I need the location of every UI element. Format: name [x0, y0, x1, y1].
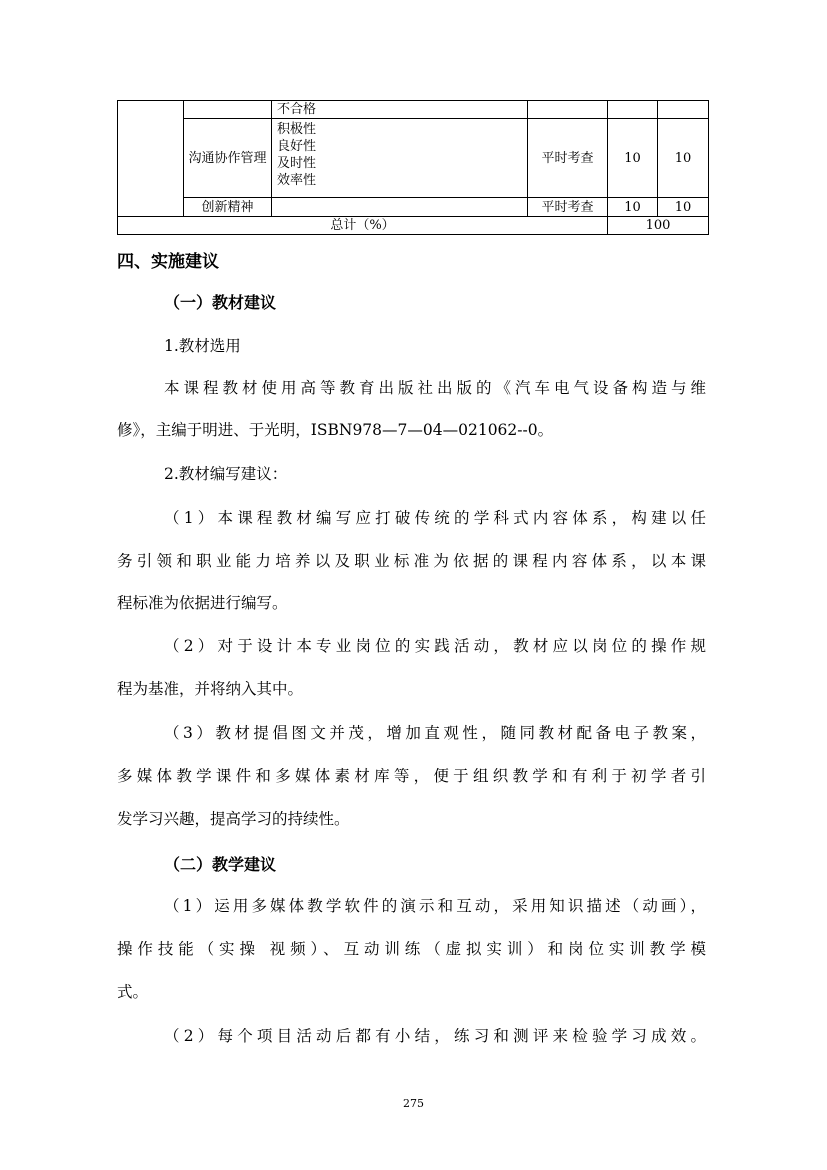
- method-cell-row3: [528, 198, 607, 216]
- item-title-textbook-selection: 1.教材选用: [164, 337, 241, 355]
- total-value-cell: [608, 217, 708, 234]
- paragraph-line: （1）本课程教材编写应打破传统的学科式内容体系，构建以任: [164, 509, 706, 527]
- paragraph-line: （2）对于设计本专业岗位的实践活动，教材应以岗位的操作规: [164, 637, 706, 655]
- section-title: 四、实施建议: [117, 252, 219, 272]
- criteria-item: 良好性: [277, 139, 317, 154]
- criteria-item: 不合格: [277, 102, 317, 117]
- weight2-cell-row2: [658, 119, 708, 197]
- assessment-table: [117, 100, 709, 235]
- total-label-cell: [118, 217, 607, 234]
- weight-value: 10: [674, 199, 692, 215]
- subsection-title-teaching: （二）教学建议: [164, 855, 277, 874]
- page-number: 275: [403, 1097, 424, 1110]
- method-label: 平时考查: [541, 150, 594, 166]
- criteria-cell-row1: [277, 101, 316, 118]
- paragraph-line: （3）教材提倡图文并茂，增加直观性，随同教材配备电子教案，: [164, 724, 706, 742]
- indicator-cell-row3: [184, 198, 271, 216]
- paragraph-line: （1）运用多媒体教学软件的演示和互动，采用知识描述（动画），: [164, 897, 706, 915]
- weight-value: 10: [674, 150, 692, 166]
- paragraph-line: 本课程教材使用高等教育出版社出版的《汽车电气设备构造与维: [164, 379, 706, 397]
- weight1-cell-row2: [608, 119, 657, 197]
- indicator-label: 沟通协作管理: [188, 150, 267, 166]
- weight-value: 10: [624, 199, 641, 215]
- paragraph-line: 务引领和职业能力培养以及职业标准为依据的课程内容体系，以本课: [117, 552, 706, 570]
- paragraph-line: 操作技能（实操 视频）、互动训练（虚拟实训）和岗位实训教学模: [117, 940, 706, 958]
- total-value: 100: [645, 218, 671, 233]
- paragraph-line: 发学习兴趣，提高学习的持续性。: [117, 810, 350, 828]
- weight1-cell-row3: [608, 198, 657, 216]
- item-title-writing-advice: 2.教材编写建议：: [164, 465, 288, 483]
- total-label: 总计（%）: [330, 218, 395, 233]
- subsection-title-textbooks: （一）教材建议: [164, 293, 277, 312]
- paragraph-line: 修》，主编于明进、于光明，ISBN978—7—04—021062--0。: [117, 421, 554, 439]
- weight2-cell-row3: [658, 198, 708, 216]
- indicator-label: 创新精神: [201, 199, 254, 215]
- criteria-item: 及时性: [277, 156, 317, 171]
- method-label: 平时考查: [541, 199, 594, 215]
- method-cell-row2: [528, 119, 607, 197]
- paragraph-line: 程标准为依据进行编写。: [117, 594, 288, 612]
- weight-value: 10: [624, 150, 641, 166]
- paragraph-line: 程为基准，并将纳入其中。: [117, 680, 304, 698]
- paragraph-line: 式。: [117, 983, 149, 1001]
- paragraph-line: 多媒体教学课件和多媒体素材库等，便于组织教学和有利于初学者引: [117, 767, 706, 785]
- paragraph-line: （2）每个项目活动后都有小结，练习和测评来检验学习成效。: [164, 1027, 706, 1045]
- criteria-item: 积极性: [277, 122, 317, 137]
- criteria-cell-row2: [277, 121, 316, 189]
- criteria-item: 效率性: [277, 173, 317, 188]
- indicator-cell-row2: [184, 119, 271, 197]
